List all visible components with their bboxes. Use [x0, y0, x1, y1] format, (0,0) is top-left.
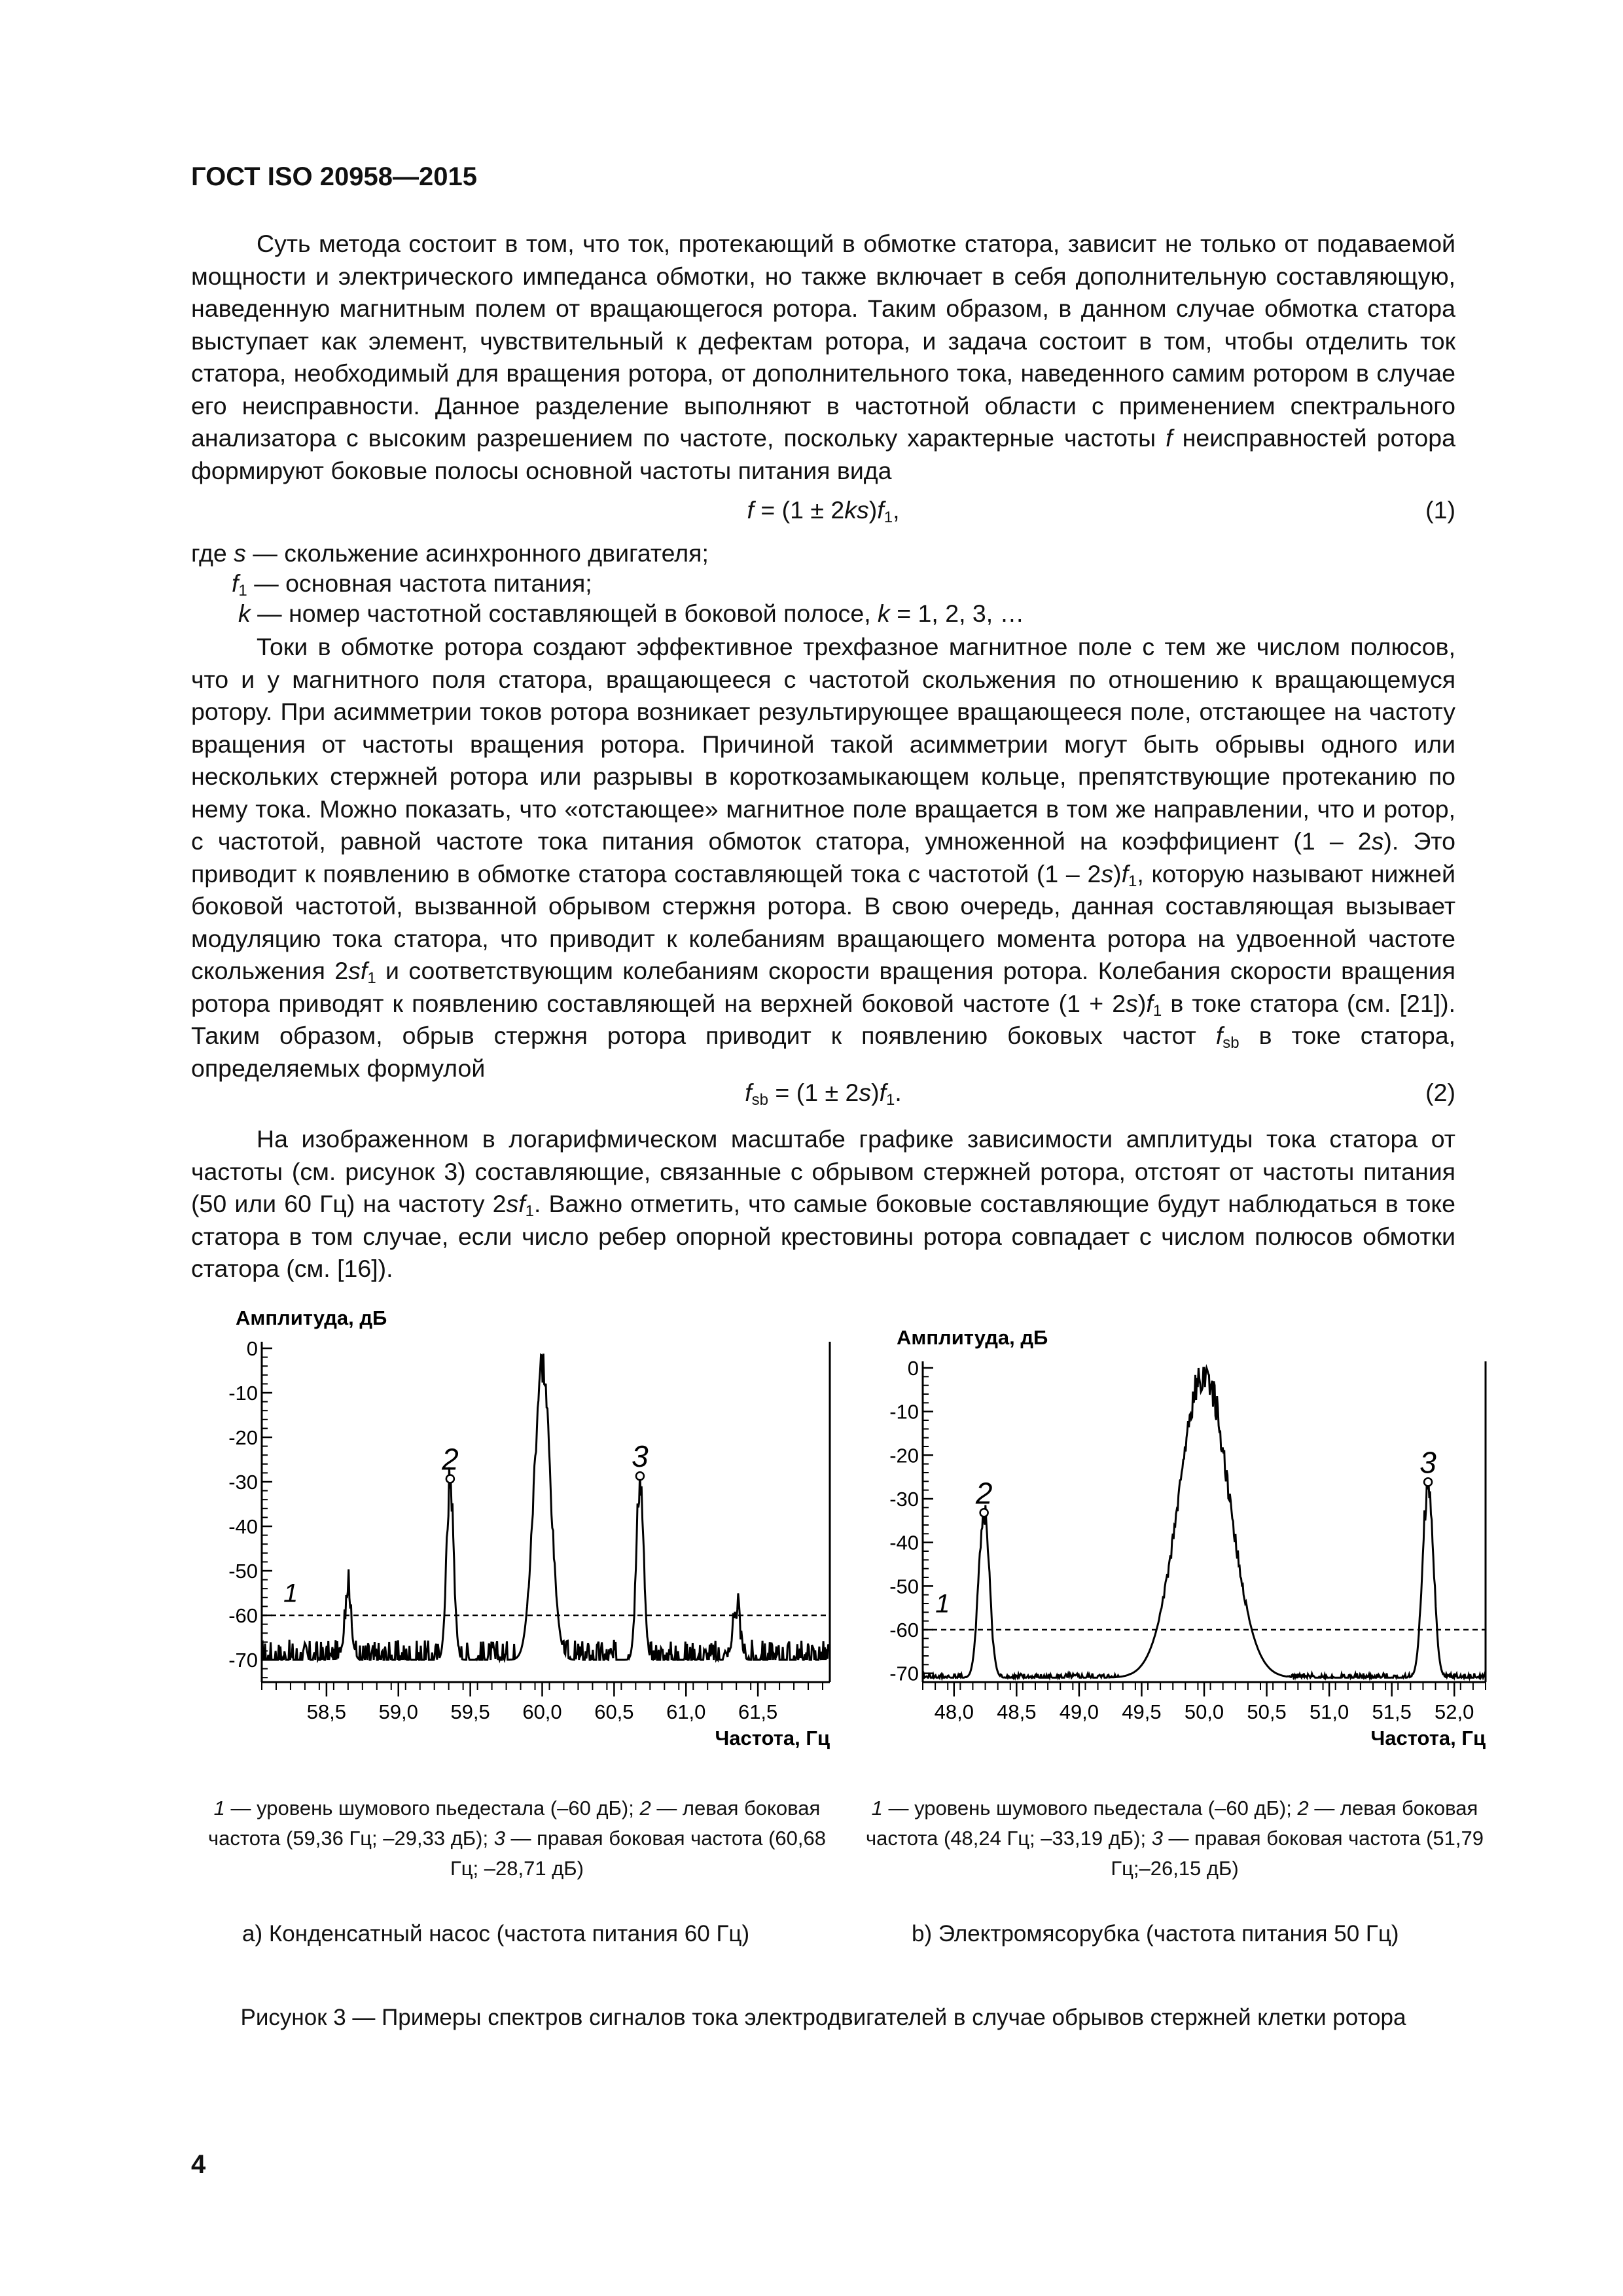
x-axis-label: Частота, Гц [715, 1727, 830, 1749]
x-tick-label: 51,5 [1372, 1700, 1412, 1723]
annotation-label-2: 2 [975, 1476, 993, 1511]
x-tick-label: 50,5 [1247, 1700, 1287, 1723]
y-tick-label: -20 [228, 1426, 258, 1449]
document-header: ГОСТ ISO 20958—2015 [191, 162, 477, 191]
formula-2: $f_{sb} = (1 \pm 2s)f_1$. (2) [745, 1079, 1455, 1109]
x-tick-label: 59,5 [450, 1700, 490, 1723]
x-tick-label: 59,0 [378, 1700, 418, 1723]
y-tick-label: -70 [228, 1649, 258, 1672]
y-tick-label: -50 [889, 1575, 919, 1598]
page-number: 4 [191, 2150, 206, 2179]
formula-1-number: (1) [1425, 496, 1455, 524]
y-tick-label: -40 [228, 1515, 258, 1538]
subcaption-b: b) Электромясорубка (частота питания 50 Гц) [912, 1921, 1399, 1946]
figure-caption: Рисунок 3 — Примеры спектров сигналов тока электродвигателей в случае обрывов стержней клетки ротора [240, 2005, 1406, 2030]
caption-a: 1 — уровень шумового пьедестала (–60 дБ); 2 — левая боковая частота (59,36 Гц; –29,33 дБ); 3 — правая боковая частота (60,68 Гц; –28,71 дБ) [207, 1797, 827, 1880]
annotation-noise-label: 1 [283, 1579, 298, 1608]
subcaption-a: a) Конденсатный насос (частота питания 60 Гц) [242, 1921, 750, 1946]
y-axis-label: Амплитуда, дБ [236, 1306, 387, 1329]
spectrum-trace [262, 1354, 830, 1660]
annotation-label-3: 3 [632, 1439, 649, 1474]
x-axis-label: Частота, Гц [1370, 1727, 1486, 1749]
caption-b: 1 — уровень шумового пьедестала (–60 дБ); 2 — левая боковая частота (48,24 Гц; –33,19 дБ); 3 — правая боковая частота (51,79 Гц;–26,15 дБ) [865, 1797, 1484, 1880]
annotation-noise-label: 1 [935, 1589, 950, 1619]
y-tick-label: 0 [907, 1357, 919, 1380]
x-tick-label: 49,5 [1122, 1700, 1162, 1723]
y-axis-label: Амплитуда, дБ [897, 1326, 1048, 1349]
x-tick-label: 50,0 [1184, 1700, 1224, 1723]
y-tick-label: -50 [228, 1560, 258, 1583]
paragraph-log-scale: На изображенном в логарифмическом масштабе графике зависимости амплитуды тока статора от частоты (см. рисунок 3) составляющие, связанные с обрывом стержней ротора, отстоят от частоты питания (50 или 60 Гц) на частоту $2sf_1$. Важно отметить, что самые боковые составляющие будут наблюдаться в токе статора в том случае, если число ребер опорной крестовины ротора совпадает с числом полюсов обмотки статора (см. [16]). [191, 1125, 1456, 1282]
y-tick-label: -30 [228, 1471, 258, 1494]
x-tick-label: 51,0 [1309, 1700, 1349, 1723]
x-tick-label: 58,5 [306, 1700, 347, 1723]
y-tick-label: -60 [889, 1619, 919, 1641]
y-tick-label: -30 [889, 1488, 919, 1511]
y-tick-label: -20 [889, 1444, 919, 1467]
annotation-label-3: 3 [1419, 1445, 1436, 1480]
spectrum-chart-a [190, 1289, 844, 1761]
spectrum-chart-b [851, 1309, 1499, 1761]
x-tick-label: 52,0 [1435, 1700, 1474, 1723]
x-tick-label: 60,5 [594, 1700, 634, 1723]
x-tick-label: 61,5 [738, 1700, 778, 1723]
y-tick-label: -70 [889, 1662, 919, 1685]
y-tick-label: -40 [889, 1531, 919, 1554]
x-tick-label: 61,0 [666, 1700, 706, 1723]
formula-1: $f = (1 \pm 2ks)f_1$, (1) [747, 496, 1455, 526]
y-tick-label: -10 [889, 1400, 919, 1424]
y-tick-label: -10 [228, 1382, 258, 1405]
paragraph-method: Суть метода состоит в том, что ток, протекающий в обмотке статора, зависит не только от подаваемой мощности и электрического импеданса обмотки, но также включает в себя дополнительную составляющую, наведенную магнитным полем от вращающегося ротора. Таким образом, в данном случае обмотка статора выступает как элемент, чувствительный к дефектам ротора, и задача состоит в том, чтобы отделить ток статора, необходимый для вращения ротора, от дополнительного тока, наведенного самим ротором в случае его неисправности. Данное разделение выполняют в частотной области с применением спектрального анализатора с высоким разрешением по частоте, поскольку характерные частоты f неисправностей ротора формируют боковые полосы основной частоты питания вида [191, 230, 1455, 484]
x-tick-label: 48,5 [997, 1700, 1037, 1723]
annotation-label-2: 2 [442, 1442, 459, 1477]
x-tick-label: 49,0 [1059, 1700, 1099, 1723]
spectrum-trace [923, 1368, 1486, 1677]
x-tick-label: 48,0 [934, 1700, 974, 1723]
y-tick-label: 0 [246, 1337, 258, 1360]
x-tick-label: 60,0 [522, 1700, 562, 1723]
formula-legend: где s — скольжение асинхронного двигателя; $f_1$ — основная частота питания; k — номер частотной составляющей в боковой полосе, k = 1, 2, 3, … [191, 539, 1025, 627]
y-tick-label: -60 [228, 1604, 258, 1627]
paragraph-rotor-currents: Токи в обмотке ротора создают эффективное трехфазное магнитное поле с тем же числом полюсов, что и у магнитного поля статора, вращающееся с частотой скольжения по отношению к вращающемуся ротору. При асимметрии токов ротора возникает результирующее вращающееся поле, отстающее на частоту вращения от частоты вращения ротора. Причиной такой асимметрии могут быть обрывы одного или нескольких стержней ротора или разрывы в короткозамыкающем кольце, препятствующие протеканию по нему тока. Можно показать, что «отстающее» магнитное поле вращается в том же направлении, что и ротор, с частотой, равной частоте тока питания обмоток статора, умноженной на коэффициент (1 – 2s). Это приводит к появлению в обмотке статора составляющей тока с частотой $(1 - 2s)f_1$, которую называют нижней боковой частотой, вызванной обрывом стержня ротора. В свою очередь, данная составляющая вызывает модуляцию тока статора, что приводит к колебаниям вращающего момента ротора на удвоенной частоте скольжения $2sf_1$ и соответствующим колебаниям скорости вращения ротора. Колебания скорости вращения ротора приводят к появлению составляющей на верхней боковой частоте $(1 + 2s)f_1$ в токе статора (см. [21]). Таким образом, обрыв стержня ротора приводит к появлению боковых частот $f_{sb}$ в токе статора, определяемых формулой [191, 633, 1456, 1082]
formula-2-number: (2) [1425, 1079, 1455, 1106]
